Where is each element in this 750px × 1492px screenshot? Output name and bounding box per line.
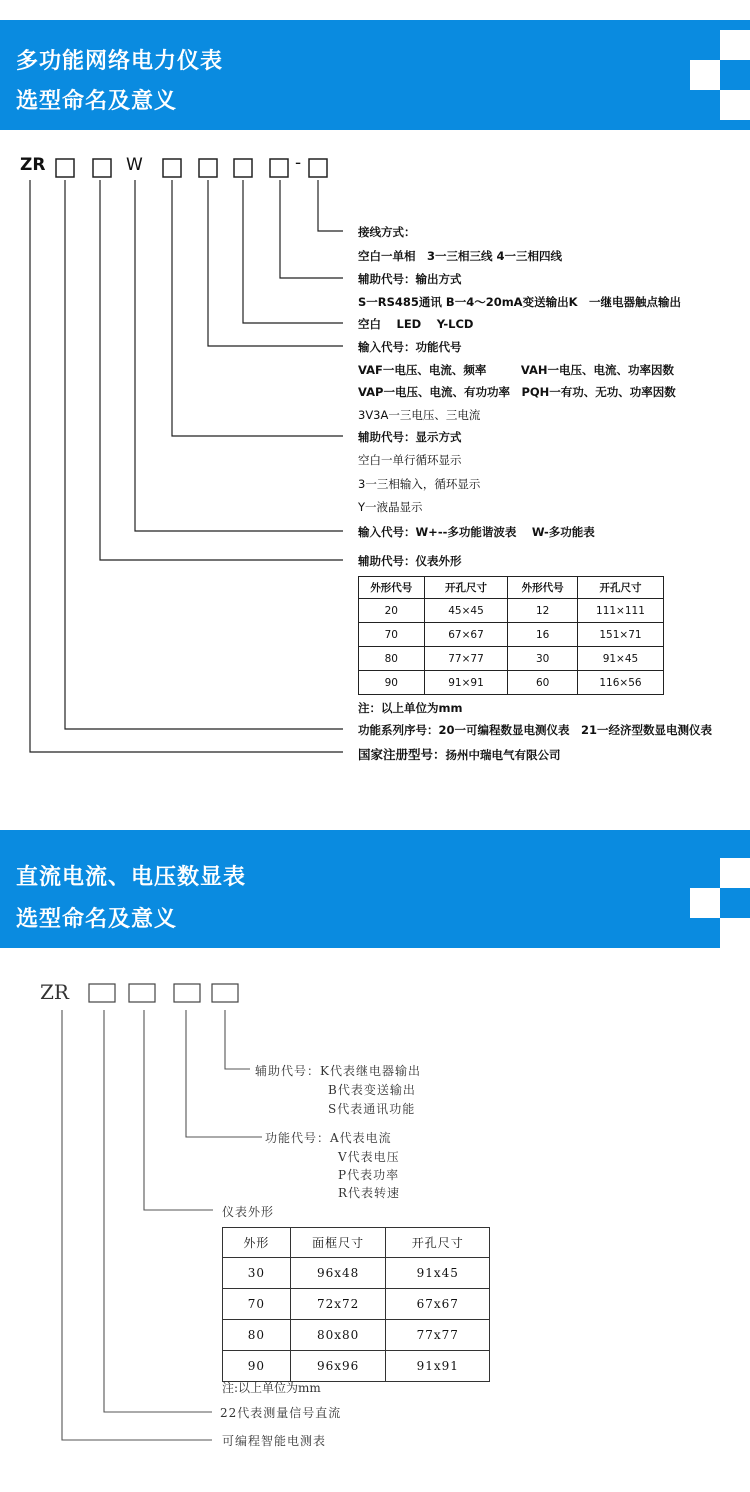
table-cell: 111×111 [577, 599, 663, 623]
table-cell: 116×56 [577, 671, 663, 695]
label-display-mode: 辅助代号：显示方式 [358, 430, 462, 444]
table-cell: 20 [359, 599, 425, 623]
table-cell: 91×45 [577, 647, 663, 671]
table-cell: 70 [223, 1289, 291, 1320]
table-cell: 30 [223, 1258, 291, 1289]
label-func-v: V代表电压 [338, 1150, 400, 1164]
label-vap-pqh: VAP一电压、电流、有功功率 PQH一有功、无功、功率因数 [358, 385, 676, 399]
table-header: 外形代号 [359, 577, 425, 599]
table-header: 外形代号 [508, 577, 578, 599]
label-shape: 辅助代号：仪表外形 [358, 554, 462, 568]
label-output-options: S一RS485通讯 B一4～20mA变送输出K 一继电器触点输出 [358, 295, 681, 309]
table-cell: 45×45 [424, 599, 508, 623]
label-aux-code: 辅助代号：K代表继电器输出 [255, 1064, 421, 1078]
label-aux-b: B代表变送输出 [328, 1083, 416, 1097]
table-cell: 77x77 [386, 1320, 490, 1351]
label-3v3a: 3V3A一三电压、三电流 [358, 408, 481, 422]
table-cell: 67x67 [386, 1289, 490, 1320]
table-cell: 91×91 [424, 671, 508, 695]
table-cell: 96x48 [290, 1258, 386, 1289]
label-three-phase: 3一三相输入，循环显示 [358, 477, 481, 491]
section2-title-line1: 直流电流、电压数显表 [16, 865, 247, 890]
table-cell: 30 [508, 647, 578, 671]
table-row [223, 1351, 490, 1382]
label-wiring-options: 空白一单相 3一三相三线 4一三相四线 [358, 249, 563, 263]
table-cell: 80x80 [290, 1320, 386, 1351]
label-output-mode: 辅助代号：输出方式 [358, 272, 462, 286]
table-cell: 91x91 [386, 1351, 490, 1382]
label-function-code: 输入代号：功能代号 [358, 340, 462, 354]
code2-prefix: ZR [40, 980, 69, 1004]
label-display-type: 空白 LED Y-LCD [358, 317, 474, 331]
label-shape2: 仪表外形 [222, 1205, 275, 1219]
label-vaf-vah: VAF一电压、电流、频率 VAH一电压、电流、功率因数 [358, 363, 675, 377]
table-header: 开孔尺寸 [577, 577, 663, 599]
unit-note-2: 注:以上单位为mm [222, 1381, 321, 1395]
table-cell: 77×77 [424, 647, 508, 671]
table-cell: 96x96 [290, 1351, 386, 1382]
table-cell: 12 [508, 599, 578, 623]
company-name: 扬州中瑞电气有限公司 [445, 748, 561, 762]
label-input-code: 输入代号：W+--多功能谐波表 W-多功能表 [358, 525, 595, 539]
label-func-p: P代表功率 [338, 1168, 400, 1182]
label-smart-meter: 可编程智能电测表 [222, 1434, 327, 1448]
label-wiring: 接线方式： [358, 225, 416, 239]
table-header: 开孔尺寸 [424, 577, 508, 599]
section1-title-line2: 选型命名及意义 [16, 89, 178, 114]
label-aux-s: S代表通讯功能 [328, 1102, 416, 1116]
section2-title-line2: 选型命名及意义 [16, 907, 178, 932]
table-cell: 16 [508, 623, 578, 647]
unit-note: 注：以上单位为mm [358, 701, 463, 715]
table-cell: 90 [359, 671, 425, 695]
label-dc-signal: 22代表测量信号直流 [220, 1406, 342, 1420]
table-cell: 70 [359, 623, 425, 647]
table-cell: 60 [508, 671, 578, 695]
shape-table-2 [222, 1227, 490, 1382]
table-cell: 151×71 [577, 623, 663, 647]
label-func-code: 功能代号：A代表电流 [265, 1131, 392, 1145]
code-prefix: ZR [20, 155, 46, 175]
label-series: 功能系列序号：20一可编程数显电测仪表 21一经济型数显电测仪表 [358, 723, 713, 737]
table-row [223, 1320, 490, 1351]
table-cell: 80 [359, 647, 425, 671]
table-cell: 91x45 [386, 1258, 490, 1289]
code-w: W [126, 155, 143, 175]
table-header: 外形 [223, 1228, 291, 1258]
label-lcd: Y一液晶显示 [358, 500, 423, 514]
table-cell: 72x72 [290, 1289, 386, 1320]
national-label: 国家注册型号： [358, 747, 446, 762]
label-single-row: 空白一单行循环显示 [358, 453, 462, 467]
table-cell: 67×67 [424, 623, 508, 647]
table-header: 开孔尺寸 [386, 1228, 490, 1258]
table-row [223, 1289, 490, 1320]
table-cell: 80 [223, 1320, 291, 1351]
table-row [223, 1258, 490, 1289]
code-dash: - [295, 153, 302, 173]
table-header: 面框尺寸 [290, 1228, 386, 1258]
table-cell: 90 [223, 1351, 291, 1382]
label-func-r: R代表转速 [338, 1186, 401, 1200]
section1-title-line1: 多功能网络电力仪表 [16, 49, 224, 74]
